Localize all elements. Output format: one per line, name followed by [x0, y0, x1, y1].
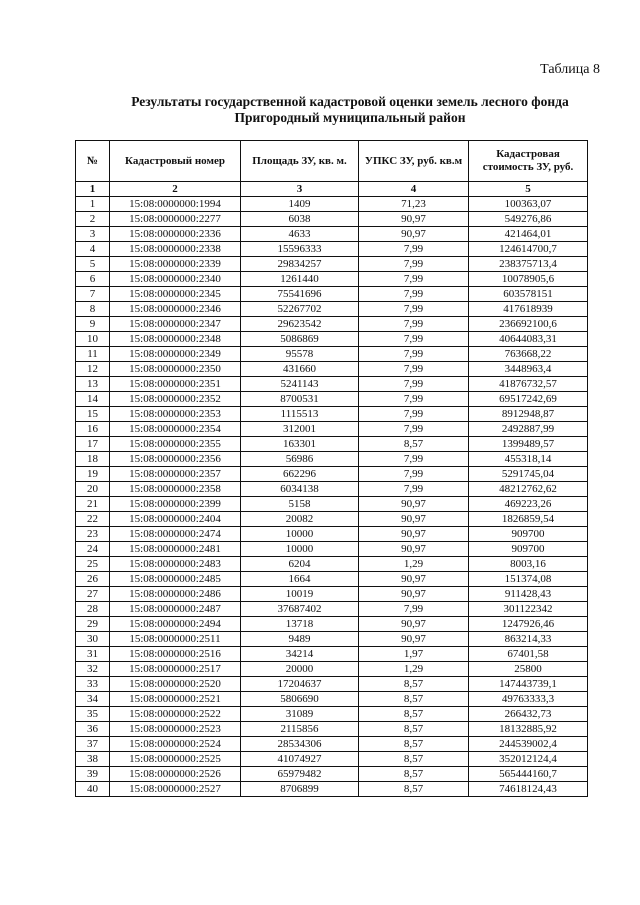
- table-row: [76, 542, 588, 557]
- cadastral-value-cell: 417618939: [469, 302, 588, 317]
- area-cell: 662296: [241, 467, 359, 482]
- upks-cell: 90,97: [359, 632, 469, 647]
- area-cell: 10019: [241, 587, 359, 602]
- row-number-cell: 27: [76, 587, 110, 602]
- cadastral-value-cell: 1826859,54: [469, 512, 588, 527]
- table-row: [76, 242, 588, 257]
- cadastral-value-cell: 124614700,7: [469, 242, 588, 257]
- table-row: [76, 557, 588, 572]
- upks-cell: 7,99: [359, 272, 469, 287]
- area-cell: 20000: [241, 662, 359, 677]
- area-cell: 56986: [241, 452, 359, 467]
- cadastral-value-cell: 3448963,4: [469, 362, 588, 377]
- cadastral-number-cell: 15:08:0000000:2339: [110, 257, 241, 272]
- cadastral-number-cell: 15:08:0000000:2481: [110, 542, 241, 557]
- upks-cell: 7,99: [359, 347, 469, 362]
- cadastral-number-cell: 15:08:0000000:2399: [110, 497, 241, 512]
- cadastral-value-cell: 266432,73: [469, 707, 588, 722]
- upks-cell: 90,97: [359, 497, 469, 512]
- row-number-cell: 33: [76, 677, 110, 692]
- upks-cell: 90,97: [359, 527, 469, 542]
- cadastral-value-cell: 1247926,46: [469, 617, 588, 632]
- column-number: 4: [359, 182, 469, 197]
- table-row: [76, 707, 588, 722]
- area-cell: 2115856: [241, 722, 359, 737]
- row-number-cell: 1: [76, 197, 110, 212]
- cadastral-value-cell: 1399489,57: [469, 437, 588, 452]
- area-cell: 29834257: [241, 257, 359, 272]
- table-row: [76, 767, 588, 782]
- row-number-cell: 35: [76, 707, 110, 722]
- table-row: [76, 752, 588, 767]
- table-row: [76, 302, 588, 317]
- cadastral-value-cell: 2492887,99: [469, 422, 588, 437]
- table-row: [76, 467, 588, 482]
- table-row: [76, 677, 588, 692]
- row-number-cell: 15: [76, 407, 110, 422]
- document-title: [60, 94, 640, 126]
- upks-cell: 8,57: [359, 782, 469, 797]
- cadastral-value-cell: 10078905,6: [469, 272, 588, 287]
- table-row: [76, 212, 588, 227]
- upks-cell: 7,99: [359, 317, 469, 332]
- column-number-row: [76, 182, 588, 197]
- cadastral-value-cell: 549276,86: [469, 212, 588, 227]
- table-row: [76, 647, 588, 662]
- table-row: [76, 632, 588, 647]
- cadastral-value-cell: 151374,08: [469, 572, 588, 587]
- title-line-1: Результаты государственной кадастровой оценки земель лесного фонда: [131, 94, 569, 109]
- cadastral-number-cell: 15:08:0000000:2338: [110, 242, 241, 257]
- upks-cell: 90,97: [359, 587, 469, 602]
- cadastral-value-cell: 421464,01: [469, 227, 588, 242]
- table-row: [76, 452, 588, 467]
- header-area: Площадь ЗУ, кв. м.: [241, 141, 359, 182]
- cadastral-value-cell: 238375713,4: [469, 257, 588, 272]
- cadastral-number-cell: 15:08:0000000:2352: [110, 392, 241, 407]
- cadastral-valuation-table: [75, 140, 588, 797]
- area-cell: 34214: [241, 647, 359, 662]
- row-number-cell: 17: [76, 437, 110, 452]
- cadastral-number-cell: 15:08:0000000:2522: [110, 707, 241, 722]
- row-number-cell: 6: [76, 272, 110, 287]
- area-cell: 1409: [241, 197, 359, 212]
- table-row: [76, 782, 588, 797]
- cadastral-value-cell: 244539002,4: [469, 737, 588, 752]
- cadastral-value-cell: 603578151: [469, 287, 588, 302]
- row-number-cell: 9: [76, 317, 110, 332]
- row-number-cell: 12: [76, 362, 110, 377]
- row-number-cell: 28: [76, 602, 110, 617]
- table-row: [76, 482, 588, 497]
- cadastral-number-cell: 15:08:0000000:2346: [110, 302, 241, 317]
- upks-cell: 8,57: [359, 767, 469, 782]
- area-cell: 41074927: [241, 752, 359, 767]
- cadastral-number-cell: 15:08:0000000:2340: [110, 272, 241, 287]
- row-number-cell: 16: [76, 422, 110, 437]
- upks-cell: 90,97: [359, 212, 469, 227]
- table-row: [76, 227, 588, 242]
- cadastral-number-cell: 15:08:0000000:2483: [110, 557, 241, 572]
- cadastral-number-cell: 15:08:0000000:2486: [110, 587, 241, 602]
- upks-cell: 1,29: [359, 557, 469, 572]
- cadastral-number-cell: 15:08:0000000:2521: [110, 692, 241, 707]
- table-row: [76, 362, 588, 377]
- row-number-cell: 5: [76, 257, 110, 272]
- cadastral-number-cell: 15:08:0000000:2526: [110, 767, 241, 782]
- cadastral-number-cell: 15:08:0000000:2345: [110, 287, 241, 302]
- table-row: [76, 572, 588, 587]
- cadastral-value-cell: 909700: [469, 527, 588, 542]
- area-cell: 5086869: [241, 332, 359, 347]
- header-upks: УПКС ЗУ, руб. кв.м: [359, 141, 469, 182]
- upks-cell: 8,57: [359, 737, 469, 752]
- upks-cell: 7,99: [359, 287, 469, 302]
- cadastral-value-cell: 5291745,04: [469, 467, 588, 482]
- cadastral-number-cell: 15:08:0000000:2520: [110, 677, 241, 692]
- cadastral-value-cell: 911428,43: [469, 587, 588, 602]
- upks-cell: 90,97: [359, 572, 469, 587]
- row-number-cell: 26: [76, 572, 110, 587]
- table-row: [76, 587, 588, 602]
- area-cell: 28534306: [241, 737, 359, 752]
- cadastral-number-cell: 15:08:0000000:2351: [110, 377, 241, 392]
- cadastral-number-cell: 15:08:0000000:2354: [110, 422, 241, 437]
- cadastral-value-cell: 100363,07: [469, 197, 588, 212]
- cadastral-value-cell: 69517242,69: [469, 392, 588, 407]
- header-row: [76, 141, 588, 182]
- table-row: [76, 617, 588, 632]
- cadastral-number-cell: 15:08:0000000:2474: [110, 527, 241, 542]
- area-cell: 10000: [241, 542, 359, 557]
- table-row: [76, 197, 588, 212]
- cadastral-number-cell: 15:08:0000000:2524: [110, 737, 241, 752]
- cadastral-number-cell: 15:08:0000000:2358: [110, 482, 241, 497]
- area-cell: 37687402: [241, 602, 359, 617]
- row-number-cell: 2: [76, 212, 110, 227]
- table-row: [76, 737, 588, 752]
- area-cell: 31089: [241, 707, 359, 722]
- table-row: [76, 407, 588, 422]
- row-number-cell: 29: [76, 617, 110, 632]
- table-row: [76, 272, 588, 287]
- table-row: [76, 332, 588, 347]
- upks-cell: 7,99: [359, 377, 469, 392]
- upks-cell: 8,57: [359, 707, 469, 722]
- row-number-cell: 4: [76, 242, 110, 257]
- table-row: [76, 437, 588, 452]
- upks-cell: 7,99: [359, 242, 469, 257]
- row-number-cell: 34: [76, 692, 110, 707]
- upks-cell: 7,99: [359, 407, 469, 422]
- table-row: [76, 527, 588, 542]
- upks-cell: 7,99: [359, 257, 469, 272]
- upks-cell: 1,29: [359, 662, 469, 677]
- cadastral-value-cell: 8003,16: [469, 557, 588, 572]
- upks-cell: 7,99: [359, 602, 469, 617]
- upks-cell: 90,97: [359, 227, 469, 242]
- cadastral-value-cell: 41876732,57: [469, 377, 588, 392]
- area-cell: 15596333: [241, 242, 359, 257]
- cadastral-number-cell: 15:08:0000000:2487: [110, 602, 241, 617]
- area-cell: 312001: [241, 422, 359, 437]
- table-row: [76, 512, 588, 527]
- cadastral-value-cell: 48212762,62: [469, 482, 588, 497]
- column-number: 3: [241, 182, 359, 197]
- cadastral-number-cell: 15:08:0000000:2511: [110, 632, 241, 647]
- table-row: [76, 257, 588, 272]
- row-number-cell: 8: [76, 302, 110, 317]
- table-body: [76, 197, 588, 797]
- row-number-cell: 18: [76, 452, 110, 467]
- upks-cell: 1,97: [359, 647, 469, 662]
- table-row: [76, 392, 588, 407]
- area-cell: 6204: [241, 557, 359, 572]
- cadastral-value-cell: 455318,14: [469, 452, 588, 467]
- cadastral-number-cell: 15:08:0000000:2485: [110, 572, 241, 587]
- cadastral-number-cell: 15:08:0000000:2350: [110, 362, 241, 377]
- cadastral-number-cell: 15:08:0000000:2348: [110, 332, 241, 347]
- row-number-cell: 25: [76, 557, 110, 572]
- area-cell: 20082: [241, 512, 359, 527]
- cadastral-value-cell: 352012124,4: [469, 752, 588, 767]
- upks-cell: 7,99: [359, 422, 469, 437]
- column-number: 2: [110, 182, 241, 197]
- title-line-2: Пригородный муниципальный район: [234, 110, 466, 125]
- upks-cell: 7,99: [359, 362, 469, 377]
- area-cell: 9489: [241, 632, 359, 647]
- cadastral-value-cell: 909700: [469, 542, 588, 557]
- row-number-cell: 13: [76, 377, 110, 392]
- upks-cell: 7,99: [359, 452, 469, 467]
- cadastral-value-cell: 25800: [469, 662, 588, 677]
- row-number-cell: 40: [76, 782, 110, 797]
- upks-cell: 90,97: [359, 542, 469, 557]
- cadastral-value-cell: 18132885,92: [469, 722, 588, 737]
- row-number-cell: 14: [76, 392, 110, 407]
- row-number-cell: 24: [76, 542, 110, 557]
- table-number-label: Таблица 8: [540, 62, 600, 77]
- table-row: [76, 722, 588, 737]
- column-number: 1: [76, 182, 110, 197]
- row-number-cell: 37: [76, 737, 110, 752]
- upks-cell: 71,23: [359, 197, 469, 212]
- row-number-cell: 31: [76, 647, 110, 662]
- table-row: [76, 662, 588, 677]
- cadastral-number-cell: 15:08:0000000:2355: [110, 437, 241, 452]
- cadastral-value-cell: 863214,33: [469, 632, 588, 647]
- upks-cell: 7,99: [359, 332, 469, 347]
- cadastral-value-cell: 147443739,1: [469, 677, 588, 692]
- row-number-cell: 30: [76, 632, 110, 647]
- row-number-cell: 3: [76, 227, 110, 242]
- cadastral-number-cell: 15:08:0000000:2517: [110, 662, 241, 677]
- area-cell: 8700531: [241, 392, 359, 407]
- table-row: [76, 422, 588, 437]
- cadastral-number-cell: 15:08:0000000:2336: [110, 227, 241, 242]
- cadastral-value-cell: 565444160,7: [469, 767, 588, 782]
- table-row: [76, 317, 588, 332]
- area-cell: 6034138: [241, 482, 359, 497]
- header-cadastral-number: Кадастровый номер: [110, 141, 241, 182]
- cadastral-number-cell: 15:08:0000000:2277: [110, 212, 241, 227]
- area-cell: 431660: [241, 362, 359, 377]
- area-cell: 17204637: [241, 677, 359, 692]
- row-number-cell: 7: [76, 287, 110, 302]
- cadastral-value-cell: 763668,22: [469, 347, 588, 362]
- cadastral-value-cell: 74618124,43: [469, 782, 588, 797]
- cadastral-value-cell: 301122342: [469, 602, 588, 617]
- area-cell: 5241143: [241, 377, 359, 392]
- cadastral-number-cell: 15:08:0000000:2357: [110, 467, 241, 482]
- area-cell: 1261440: [241, 272, 359, 287]
- area-cell: 4633: [241, 227, 359, 242]
- table-row: [76, 602, 588, 617]
- cadastral-value-cell: 40644083,31: [469, 332, 588, 347]
- table-row: [76, 347, 588, 362]
- row-number-cell: 32: [76, 662, 110, 677]
- area-cell: 52267702: [241, 302, 359, 317]
- upks-cell: 7,99: [359, 302, 469, 317]
- cadastral-number-cell: 15:08:0000000:2516: [110, 647, 241, 662]
- table-row: [76, 287, 588, 302]
- upks-cell: 8,57: [359, 722, 469, 737]
- table-row: [76, 377, 588, 392]
- area-cell: 10000: [241, 527, 359, 542]
- cadastral-value-cell: 8912948,87: [469, 407, 588, 422]
- area-cell: 5806690: [241, 692, 359, 707]
- cadastral-value-cell: 469223,26: [469, 497, 588, 512]
- table-row: [76, 497, 588, 512]
- row-number-cell: 39: [76, 767, 110, 782]
- upks-cell: 8,57: [359, 692, 469, 707]
- row-number-cell: 10: [76, 332, 110, 347]
- row-number-cell: 21: [76, 497, 110, 512]
- cadastral-number-cell: 15:08:0000000:2347: [110, 317, 241, 332]
- cadastral-number-cell: 15:08:0000000:2349: [110, 347, 241, 362]
- cadastral-number-cell: 15:08:0000000:2527: [110, 782, 241, 797]
- cadastral-number-cell: 15:08:0000000:2353: [110, 407, 241, 422]
- upks-cell: 8,57: [359, 677, 469, 692]
- area-cell: 8706899: [241, 782, 359, 797]
- upks-cell: 90,97: [359, 512, 469, 527]
- cadastral-number-cell: 15:08:0000000:2404: [110, 512, 241, 527]
- upks-cell: 8,57: [359, 437, 469, 452]
- area-cell: 5158: [241, 497, 359, 512]
- cadastral-number-cell: 15:08:0000000:2525: [110, 752, 241, 767]
- upks-cell: 7,99: [359, 482, 469, 497]
- cadastral-value-cell: 67401,58: [469, 647, 588, 662]
- upks-cell: 7,99: [359, 392, 469, 407]
- cadastral-number-cell: 15:08:0000000:2523: [110, 722, 241, 737]
- table-row: [76, 692, 588, 707]
- row-number-cell: 36: [76, 722, 110, 737]
- upks-cell: 7,99: [359, 467, 469, 482]
- header-cadastral-value: Кадастровая стоимость ЗУ, руб.: [469, 141, 588, 182]
- area-cell: 163301: [241, 437, 359, 452]
- area-cell: 95578: [241, 347, 359, 362]
- area-cell: 1664: [241, 572, 359, 587]
- area-cell: 29623542: [241, 317, 359, 332]
- area-cell: 1115513: [241, 407, 359, 422]
- cadastral-number-cell: 15:08:0000000:1994: [110, 197, 241, 212]
- row-number-cell: 22: [76, 512, 110, 527]
- area-cell: 6038: [241, 212, 359, 227]
- area-cell: 65979482: [241, 767, 359, 782]
- area-cell: 75541696: [241, 287, 359, 302]
- upks-cell: 90,97: [359, 617, 469, 632]
- row-number-cell: 38: [76, 752, 110, 767]
- cadastral-value-cell: 49763333,3: [469, 692, 588, 707]
- row-number-cell: 20: [76, 482, 110, 497]
- upks-cell: 8,57: [359, 752, 469, 767]
- cadastral-value-cell: 236692100,6: [469, 317, 588, 332]
- row-number-cell: 23: [76, 527, 110, 542]
- area-cell: 13718: [241, 617, 359, 632]
- cadastral-number-cell: 15:08:0000000:2494: [110, 617, 241, 632]
- header-number: №: [76, 141, 110, 182]
- row-number-cell: 11: [76, 347, 110, 362]
- column-number: 5: [469, 182, 588, 197]
- cadastral-number-cell: 15:08:0000000:2356: [110, 452, 241, 467]
- row-number-cell: 19: [76, 467, 110, 482]
